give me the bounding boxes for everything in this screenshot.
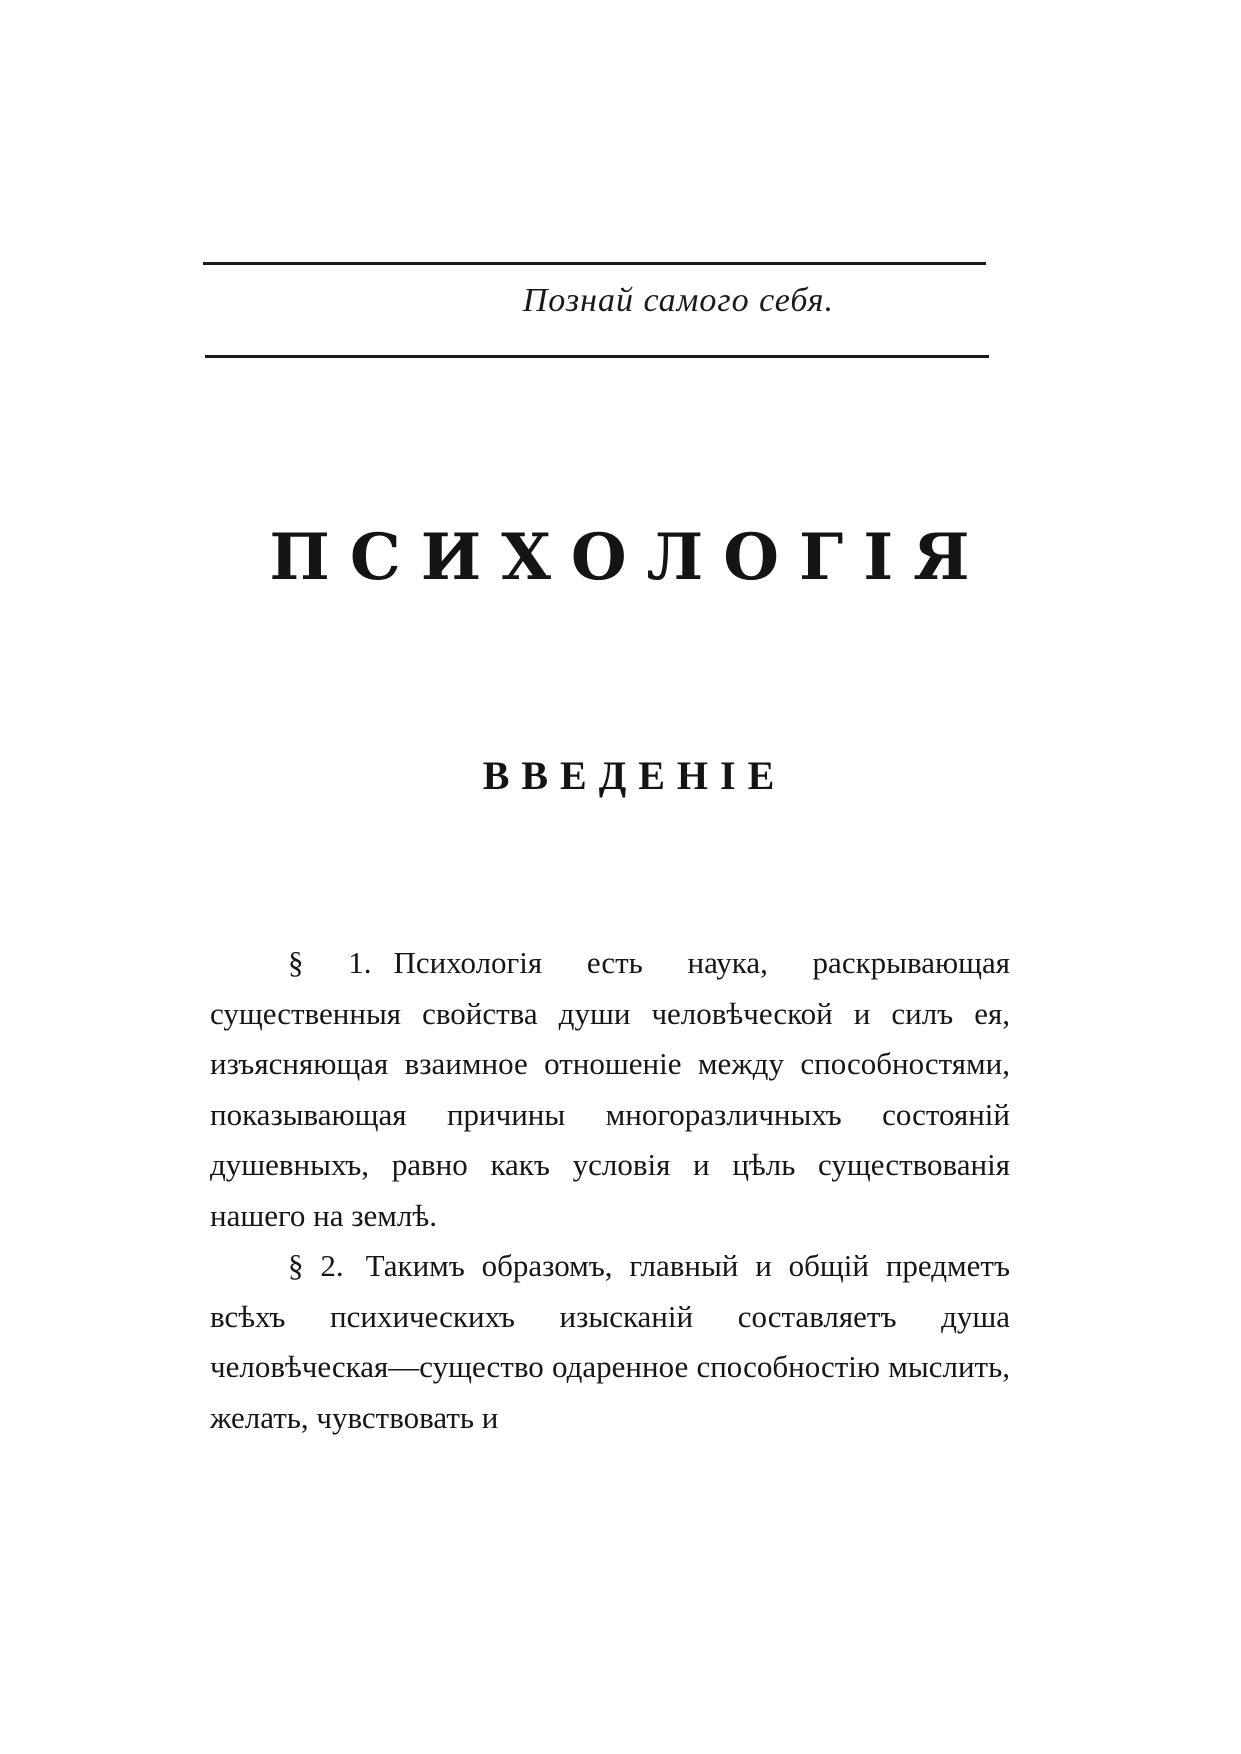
top-rule (203, 262, 986, 265)
section-heading: ВВЕДЕНІЕ (482, 753, 787, 798)
paragraph-2 (210, 1241, 1010, 1443)
paragraph-text: Психологія есть наука, раскрывающая существенныя свойства души человѣческой и силъ ея, изъясняющая взаимное отношеніе между способностями, показывающая причины многоразличныхъ состояній душевныхъ, равно какъ условія и цѣль существованія нашего на землѣ. (210, 945, 1010, 1233)
section-number: § 1. (288, 945, 372, 980)
epigraph: Познай самого себя. (522, 282, 834, 319)
section-number: § 2. (288, 1248, 344, 1283)
body-text (210, 938, 1010, 1443)
page-title: ПСИХОЛОГІЯ (269, 520, 990, 595)
paragraph-text: Такимъ образомъ, главный и общій предметъ всѣхъ психическихъ изысканій составляетъ душа человѣческая—существо одаренное способностію мыслить, желать, чувствовать и (210, 1248, 1011, 1435)
bottom-rule (205, 355, 989, 358)
paragraph-1 (210, 938, 1010, 1241)
